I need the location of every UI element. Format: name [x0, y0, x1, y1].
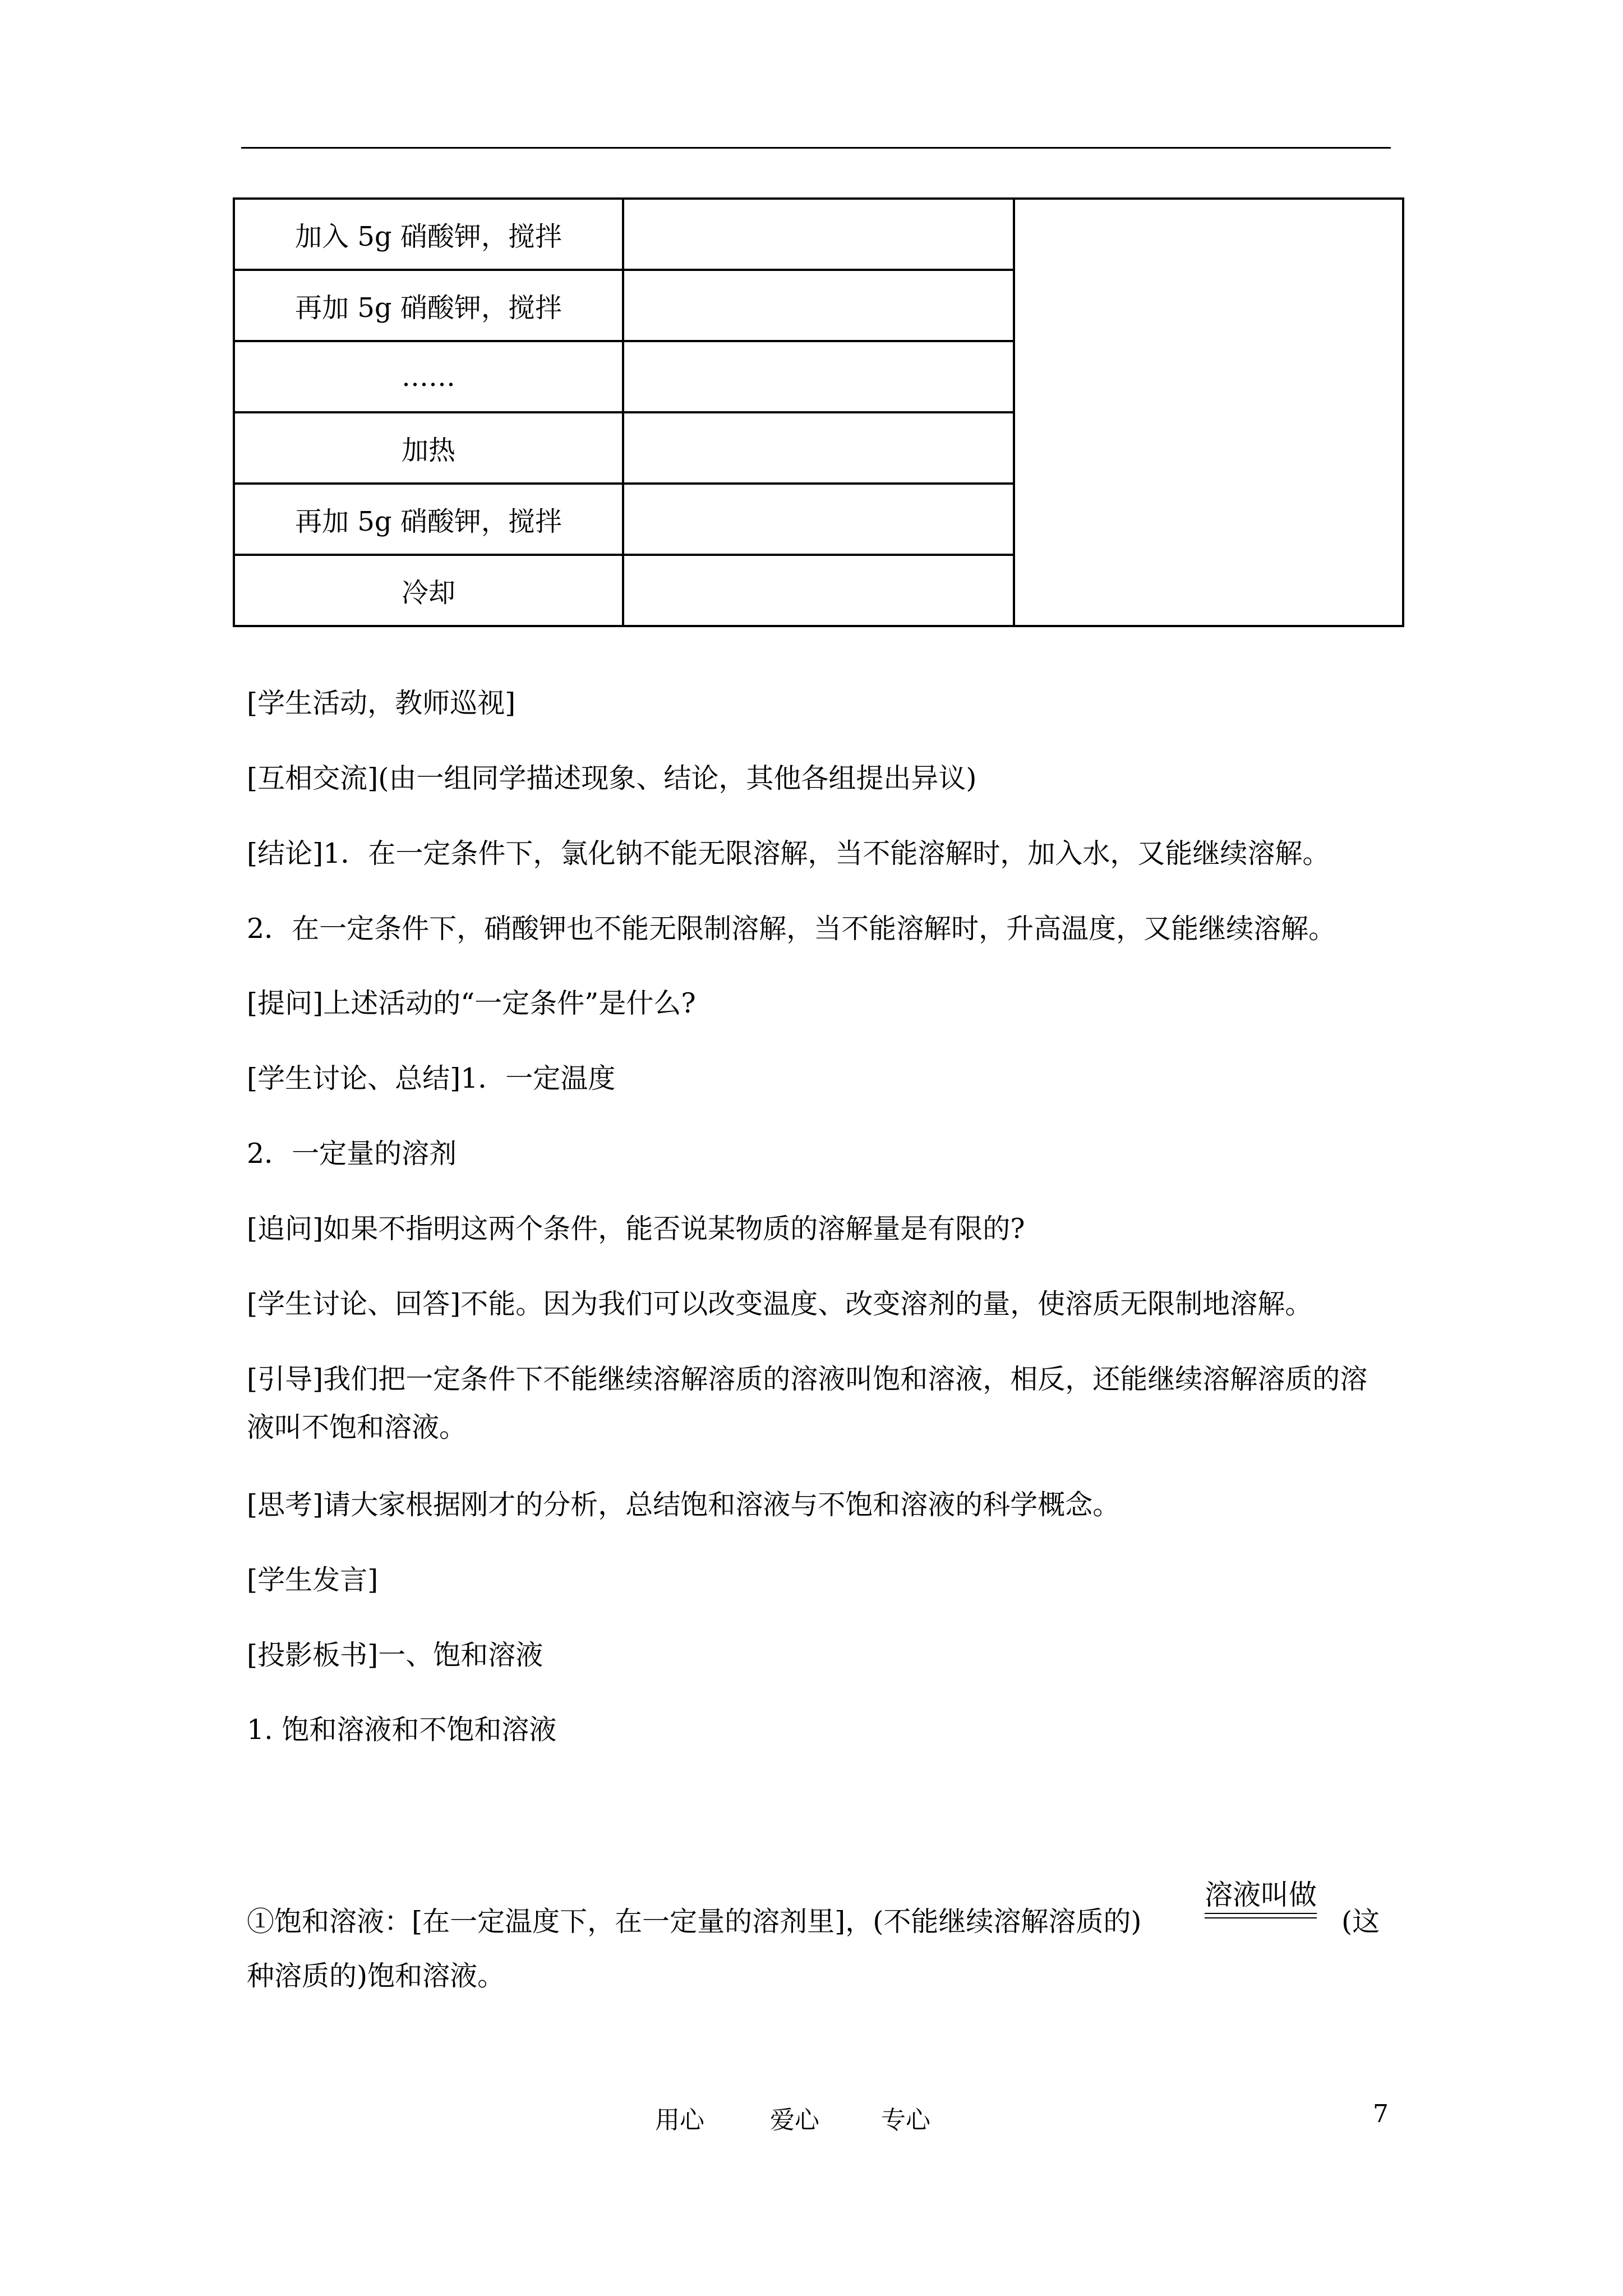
paragraph-think: [思考]请大家根据刚才的分析，总结饱和溶液与不饱和溶液的科学概念。: [247, 1489, 1121, 1521]
paragraph-question: [提问]上述活动的“一定条件”是什么?: [247, 987, 696, 1019]
paragraph-summary-1: [学生讨论、总结]1．一定温度: [247, 1062, 616, 1094]
result-cell: [623, 484, 1014, 555]
paragraph-guidance: [引导]我们把一定条件下不能继续溶解溶质的溶液叫饱和溶液，相反，还能继续溶解溶质的溶液叫不饱和溶液。: [247, 1363, 1368, 1443]
result-cell: [623, 341, 1014, 412]
paragraph-answer: [学生讨论、回答]不能。因为我们可以改变温度、改变溶剂的量，使溶质无限制地溶解。: [247, 1288, 1313, 1320]
conclusion-cell: [1014, 199, 1403, 626]
paragraph-summary-2: 2．一定量的溶剂: [247, 1138, 457, 1170]
result-cell: [623, 555, 1014, 626]
experiment-table: [233, 197, 1404, 627]
header-rule: [241, 147, 1391, 149]
result-cell: [623, 412, 1014, 484]
double-underline: [1205, 1913, 1317, 1918]
step-cell: 冷却: [234, 555, 623, 626]
step-cell: 加热: [234, 412, 623, 484]
table-row: [234, 199, 1403, 270]
underlined-phrase-text: 溶液叫做: [1205, 1879, 1317, 1911]
underlined-phrase: [1205, 1878, 1317, 1918]
footer-motto-3: 专心: [881, 2106, 930, 2134]
paragraph-exchange: [互相交流](由一组同学描述现象、结论，其他各组提出异议): [247, 762, 977, 794]
paragraph-board-heading: [投影板书]一、饱和溶液: [247, 1639, 543, 1671]
result-cell: [623, 199, 1014, 270]
step-cell: 加入 5g 硝酸钾，搅拌: [234, 199, 623, 270]
definition-line-1-tail: (这: [1341, 1906, 1380, 1938]
paragraph-follow-up: [追问]如果不指明这两个条件，能否说某物质的溶解量是有限的?: [247, 1213, 1025, 1245]
step-cell: ……: [234, 341, 623, 412]
definition-line-1: ①饱和溶液：[在一定温度下，在一定量的溶剂里]，(不能继续溶解溶质的): [247, 1906, 1142, 1938]
paragraph-conclusion-2: 2．在一定条件下，硝酸钾也不能无限制溶解，当不能溶解时，升高温度，又能继续溶解。: [247, 913, 1336, 945]
result-cell: [623, 270, 1014, 341]
footer-motto-1: 用心: [655, 2106, 704, 2134]
paragraph-subheading: 1. 饱和溶液和不饱和溶液: [247, 1714, 557, 1746]
paragraph-conclusion-1: [结论]1．在一定条件下，氯化钠不能无限溶解，当不能溶解时，加入水，又能继续溶解。: [247, 838, 1330, 869]
definition-line-2: 种溶质的)饱和溶液。: [247, 1960, 505, 1992]
paragraph-student-speak: [学生发言]: [247, 1564, 379, 1596]
page-number: 7: [1373, 2100, 1389, 2128]
step-cell: 再加 5g 硝酸钾，搅拌: [234, 270, 623, 341]
footer-motto-2: 爱心: [770, 2106, 819, 2134]
step-cell: 再加 5g 硝酸钾，搅拌: [234, 484, 623, 555]
paragraph-student-activity: [学生活动，教师巡视]: [247, 687, 516, 719]
